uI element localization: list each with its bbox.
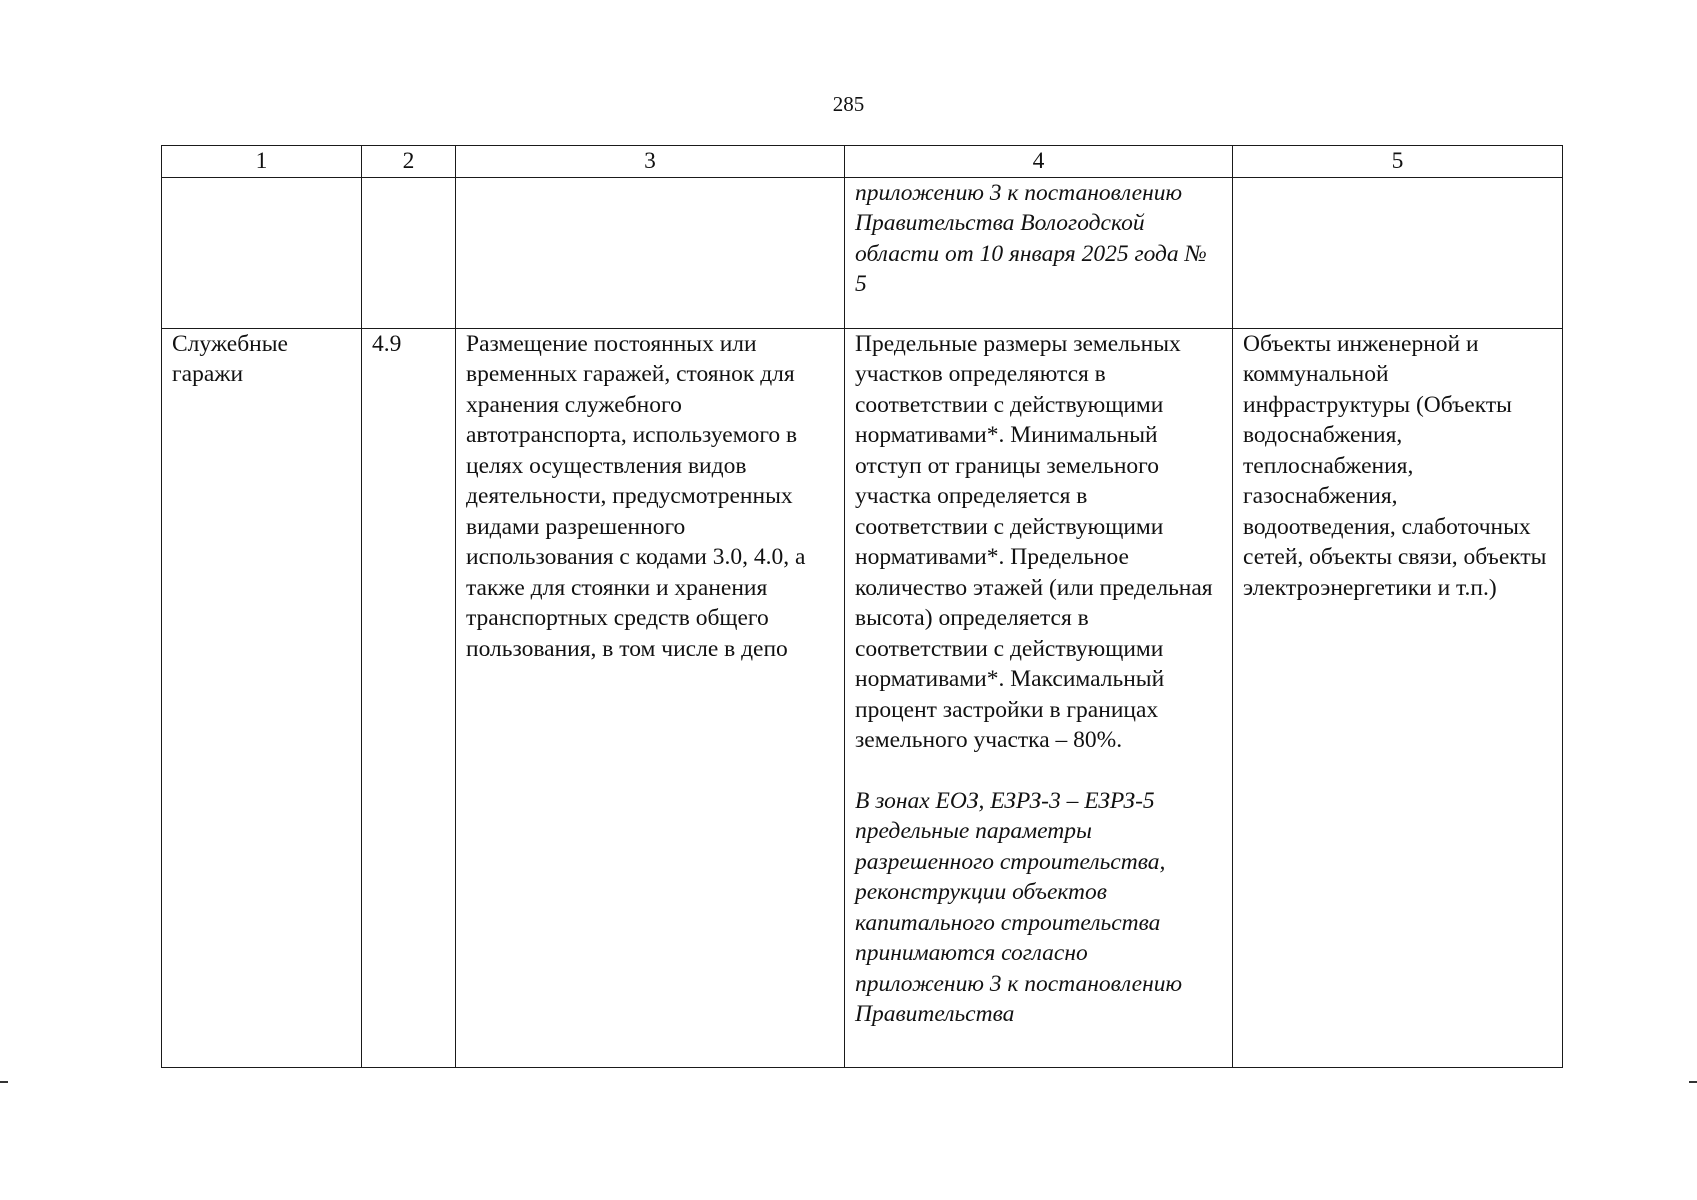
- limit-parameters-text: Предельные размеры земельных участков определяются в соответствии с действующими нормативами*. Минимальный отступ от границы земельного участка определяется в соответствии с действующими нормативами*. Предельное количество этажей (или предельная высота) определяется в соответствии с действующими нормативами*. Максимальный процент застройки в границах земельного участка – 80%.: [855, 330, 1213, 753]
- column-header-5: 5: [1233, 146, 1563, 178]
- continuation-cell-5: [1233, 177, 1563, 328]
- continuation-row: [162, 177, 1563, 328]
- use-type-description-text: Размещение постоянных или временных гаражей, стоянок для хранения служебного автотранспорта, используемого в целях осуществления видов деятельности, предусмотренных видами разрешенного использования с кодами 3.0, 4.0, а также для стоянки и хранения транспортных средств общего пользования, в том числе в депо: [466, 330, 806, 662]
- page-number: 285: [832, 92, 865, 116]
- continuation-cell-3: [456, 177, 845, 328]
- limit-parameters-zone-note: В зонах ЕОЗ, ЕЗРЗ-3 – ЕЗРЗ-5 предельные параметры разрешенного строительства, реконструкции объектов капитального строительства принимаются согласно приложению 3 к постановлению Правительства: [855, 787, 1183, 1027]
- continuation-cell-1: [162, 177, 362, 328]
- continuation-params-text: приложению 3 к постановлению Правительства Вологодской области от 10 января 2025 года № 5: [855, 179, 1207, 297]
- use-type-description: [456, 328, 845, 1067]
- right-margin-mark: [1689, 1081, 1697, 1083]
- column-header-4: 4: [845, 146, 1233, 178]
- use-type-code: [362, 328, 456, 1067]
- limit-parameters: [845, 328, 1233, 1067]
- table-row: [162, 328, 1563, 1067]
- use-type-code-text: 4.9: [372, 330, 402, 357]
- continuation-cell-2: [362, 177, 456, 328]
- left-margin-mark: [0, 1081, 8, 1083]
- auxiliary-uses: [1233, 328, 1563, 1067]
- column-header-3: 3: [456, 146, 845, 178]
- auxiliary-uses-text: Объекты инженерной и коммунальной инфраструктуры (Объекты водоснабжения, теплоснабжения, газоснабжения, водоотведения, слаботочных сетей, объекты связи, объекты электроэнергетики и т.п.): [1243, 330, 1547, 601]
- column-header-1: 1: [162, 146, 362, 178]
- column-number-row: [162, 146, 1563, 178]
- use-type-name-text: Служебные гаражи: [172, 330, 288, 387]
- regulations-table: [161, 145, 1563, 1068]
- column-header-2: 2: [362, 146, 456, 178]
- continuation-cell-4: [845, 177, 1233, 328]
- use-type-name: [162, 328, 362, 1067]
